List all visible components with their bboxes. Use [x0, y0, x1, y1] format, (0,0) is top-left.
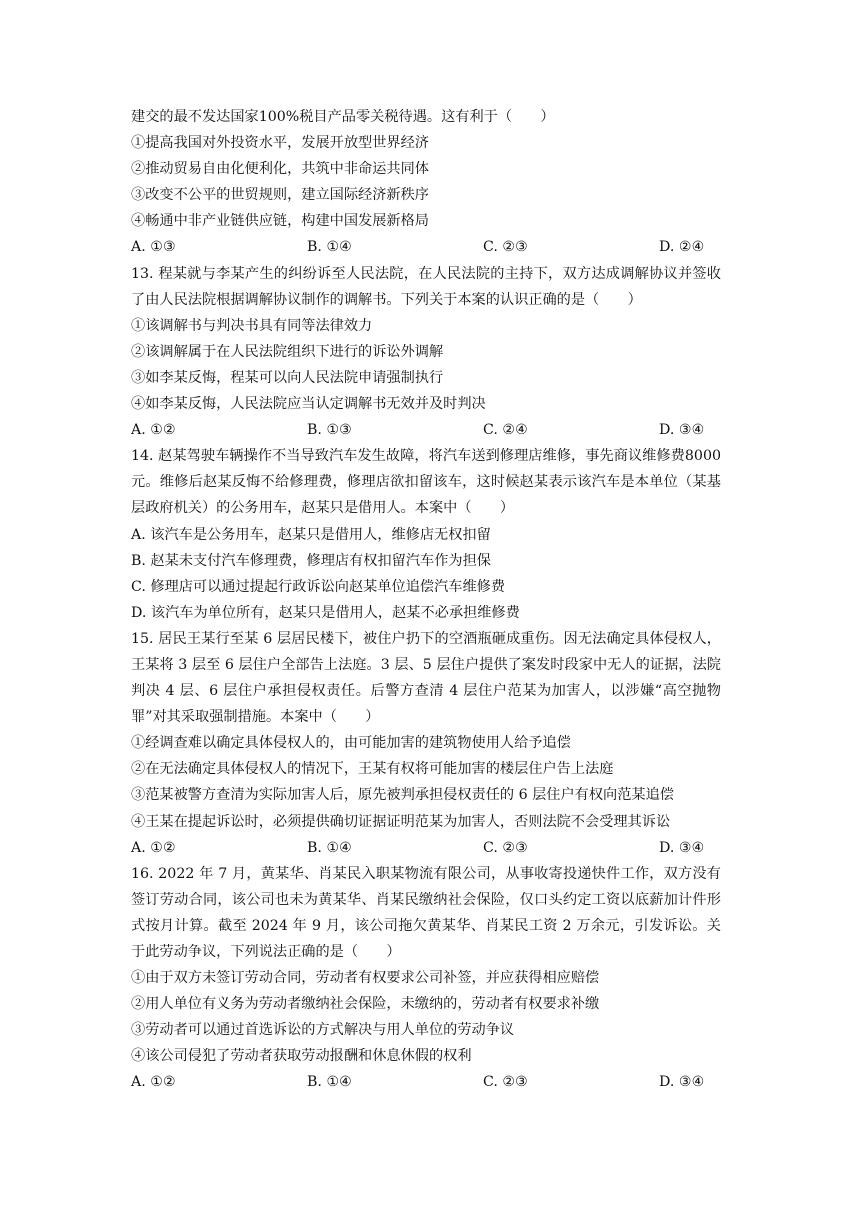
- question-15-stem: 15. 居民王某行至某 6 层居民楼下，被住户扔下的空酒瓶砸成重伤。因无法确定具体侵权人，王某将 3 层至 6 层住户全部告上法庭。3 层、5 层住户提供了案发时段家中无人的证据，法院判决 4 层、6 层住户承担侵权责任。后警方查清 4 层住户范某为加害人，以涉嫌“高空抛物罪”对其采取强制措施。本案中（ ）: [131, 630, 721, 726]
- option-c[interactable]: C. ②④: [483, 422, 528, 439]
- question-14-choice-d[interactable]: D. 该汽车为单位所有，赵某只是借用人，赵某不必承担维修费: [131, 604, 520, 621]
- option-d[interactable]: D. ③④: [659, 839, 705, 856]
- question-16-stem: 16. 2022 年 7 月，黄某华、肖某民入职某物流有限公司，从事收寄投递快件工作，双方没有签订劳动合同，该公司也未为黄某华、肖某民缴纳社会保险，仅口头约定工资以底薪加计件形式按月计算。截至 2024 年 9 月，该公司拖欠黄某华、肖某民工资 2 万余元，引发诉讼。关于此劳动争议，下列说法正确的是（ ）: [131, 865, 721, 960]
- option-c[interactable]: C. ②③: [483, 1074, 528, 1091]
- option-d[interactable]: D. ②④: [659, 239, 705, 256]
- page-content: [131, 104, 721, 1096]
- option-b[interactable]: B. ①④: [307, 239, 352, 256]
- option-d[interactable]: D. ③④: [659, 422, 705, 439]
- question-13-item-1: ①该调解书与判决书具有同等法律效力: [131, 317, 373, 334]
- question-12-item-4: ④畅通中非产业链供应链，构建中国发展新格局: [131, 213, 429, 230]
- question-13-item-3: ③如李某反悔，程某可以向人民法院申请强制执行: [131, 369, 444, 386]
- option-a[interactable]: A. ①②: [131, 839, 176, 856]
- option-b[interactable]: B. ①④: [307, 839, 352, 856]
- question-13: [131, 261, 721, 444]
- question-15-item-3: ③范某被警方查清为实际加害人后，原先被判承担侵权责任的 6 层住户有权向范某追偿: [131, 787, 674, 804]
- question-12-item-3: ③改变不公平的世贸规则，建立国际经济新秩序: [131, 187, 429, 204]
- question-13-options: [131, 417, 721, 443]
- question-12-item-1: ①提高我国对外投资水平，发展开放型世界经济: [131, 135, 429, 152]
- option-a[interactable]: A. ①②: [131, 1074, 176, 1091]
- question-12-item-2: ②推动贸易自由化便利化，共筑中非命运共同体: [131, 161, 429, 178]
- question-13-item-4: ④如李某反悔，人民法院应当认定调解书无效并及时判决: [131, 396, 486, 413]
- option-c[interactable]: C. ②③: [483, 839, 528, 856]
- question-14-choice-c[interactable]: C. 修理店可以通过提起行政诉讼向赵某单位追偿汽车维修费: [131, 578, 506, 595]
- question-16: [131, 861, 721, 1096]
- option-d[interactable]: D. ③④: [659, 1074, 705, 1091]
- option-a[interactable]: A. ①②: [131, 422, 176, 439]
- option-c[interactable]: C. ②③: [483, 239, 528, 256]
- question-12: [131, 104, 721, 261]
- question-14-choice-b[interactable]: B. 赵某未支付汽车修理费，修理店有权扣留汽车作为担保: [131, 552, 491, 569]
- question-14-choice-a[interactable]: A. 该汽车是公务用车，赵某只是借用人，维修店无权扣留: [131, 526, 491, 543]
- question-16-item-1: ①由于双方未签订劳动合同，劳动者有权要求公司补签，并应获得相应赔偿: [131, 970, 600, 987]
- question-14-stem: 14. 赵某驾驶车辆操作不当导致汽车发生故障，将汽车送到修理店维修，事先商议维修费8000 元。维修后赵某反悔不给修理费，修理店欲扣留该车，这时候赵某表示该汽车是本单位（某基层政府机关）的公务用车，赵某只是借用人。本案中（ ）: [131, 448, 721, 517]
- question-15-options: [131, 835, 721, 861]
- option-b[interactable]: B. ①④: [307, 1074, 352, 1091]
- question-13-item-2: ②该调解属于在人民法院组织下进行的诉讼外调解: [131, 343, 444, 360]
- option-b[interactable]: B. ①③: [307, 422, 352, 439]
- question-16-item-4: ④该公司侵犯了劳动者获取劳动报酬和休息休假的权利: [131, 1048, 472, 1065]
- question-16-options: [131, 1069, 721, 1095]
- question-16-item-2: ②用人单位有义务为劳动者缴纳社会保险，未缴纳的，劳动者有权要求补缴: [131, 996, 600, 1013]
- question-15-item-4: ④王某在提起诉讼时，必须提供确切证据证明范某为加害人，否则法院不会受理其诉讼: [131, 813, 671, 830]
- question-12-options: [131, 234, 721, 260]
- question-13-stem: 13. 程某就与李某产生的纠纷诉至人民法院，在人民法院的主持下，双方达成调解协议并签收了由人民法院根据调解协议制作的调解书。下列关于本案的认识正确的是（ ）: [131, 265, 721, 308]
- question-15: [131, 626, 721, 861]
- question-14: [131, 443, 721, 626]
- question-16-item-3: ③劳动者可以通过首选诉讼的方式解决与用人单位的劳动争议: [131, 1022, 515, 1039]
- option-a[interactable]: A. ①③: [131, 239, 176, 256]
- question-15-item-2: ②在无法确定具体侵权人的情况下，王某有权将可能加害的楼层住户告上法庭: [131, 761, 614, 778]
- question-12-stem: 建交的最不发达国家100%税目产品零关税待遇。这有利于（ ）: [131, 109, 555, 125]
- question-15-item-1: ①经调查难以确定具体侵权人的，由可能加害的建筑物使用人给予追偿: [131, 735, 571, 752]
